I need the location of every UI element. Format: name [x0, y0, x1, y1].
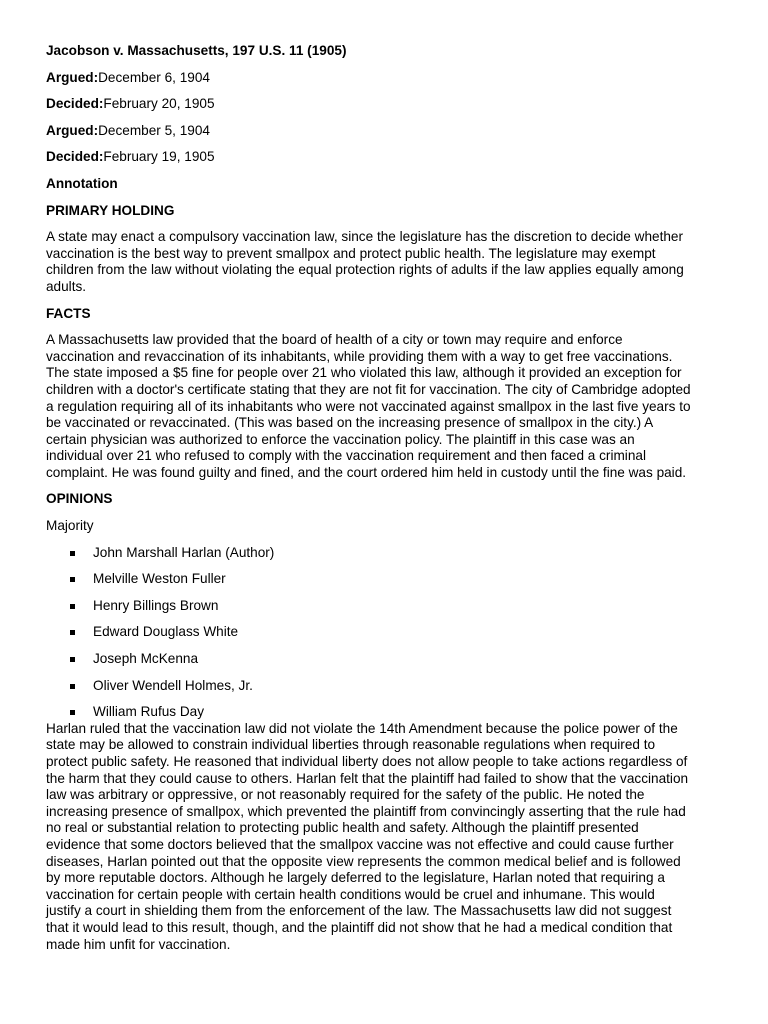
text-line: be vaccinated or revaccinated. (This was based on the increasing presence of smallpox in the city.) A — [46, 415, 654, 431]
text-line: adults. — [46, 278, 87, 294]
date-value: December 6, 1904 — [98, 69, 210, 85]
text-line: Harlan ruled that the vaccination law did not violate the 14th Amendment because the police power of the — [46, 720, 678, 736]
text-line: the harm that they could cause to others. Harlan felt that the plaintiff had failed to show that the vaccination — [46, 770, 689, 786]
justice-name: Henry Billings Brown — [93, 597, 219, 613]
square-bullet-icon — [70, 710, 75, 715]
date-value: February 20, 1905 — [103, 96, 215, 112]
list-item — [46, 704, 722, 721]
justice-name: William Rufus Day — [93, 704, 205, 720]
list-item — [46, 545, 722, 562]
date-argued-1 — [46, 70, 722, 87]
opinions-heading: OPINIONS — [46, 491, 113, 507]
text-line: evidence that some doctors believed that the smallpox vaccine was not effective and could cause further — [46, 836, 674, 852]
facts-paragraph — [46, 332, 722, 481]
square-bullet-icon — [70, 551, 75, 556]
text-line: individual over 21 who refused to comply with the vaccination requirement and then faced a criminal — [46, 448, 646, 464]
text-line: law was arbitrary or oppressive, or not reasonably required for the safety of the public. He noted the — [46, 787, 645, 803]
text-line: state may be allowed to constrain individual liberties through reasonable regulations when required to — [46, 737, 656, 753]
justice-name: Joseph McKenna — [93, 651, 199, 667]
case-title: Jacobson v. Massachusetts, 197 U.S. 11 (1905) — [46, 43, 347, 58]
list-item — [46, 571, 722, 588]
date-label: Decided: — [46, 96, 104, 112]
majority-label: Majority — [46, 518, 94, 534]
text-line: a regulation requiring all of its inhabitants who were not vaccinated against smallpox in the last five years to — [46, 398, 691, 414]
date-label: Decided: — [46, 149, 104, 165]
square-bullet-icon — [70, 684, 75, 689]
date-argued-2 — [46, 123, 722, 140]
date-label: Argued: — [46, 122, 99, 138]
text-line: that it would lead to this result, though, and the plaintiff did not show that he had a medical condition that — [46, 919, 673, 935]
justice-name: Edward Douglass White — [93, 624, 239, 640]
text-line: A state may enact a compulsory vaccination law, since the legislature has the discretion to decide whether — [46, 229, 683, 245]
text-line: justify a court in shielding them from the enforcement of the law. The Massachusetts law did not suggest — [46, 903, 672, 919]
majority-opinion-paragraph — [46, 721, 722, 953]
square-bullet-icon — [70, 630, 75, 635]
text-line: A Massachusetts law provided that the board of health of a city or town may require and enforce — [46, 332, 623, 348]
text-line: diseases, Harlan pointed out that the opposite view represents the common medical belief and is followed — [46, 853, 681, 869]
square-bullet-icon — [70, 577, 75, 582]
text-line: children from the law without violating the equal protection rights of adults if the law applies equally among — [46, 262, 684, 278]
text-line: vaccination and revaccination of its inhabitants, while providing them with a way to get free vaccinations. — [46, 348, 673, 364]
facts-heading: FACTS — [46, 305, 91, 321]
list-item — [46, 598, 722, 615]
annotation-label: Annotation — [46, 175, 118, 191]
text-line: protect public safety. He reasoned that individual liberty does not allow people to take actions regardless of — [46, 754, 688, 769]
text-line: certain physician was authorized to enforce the vaccination policy. The plaintiff in this case was an — [46, 431, 635, 447]
date-decided-1 — [46, 96, 722, 113]
text-line: increasing presence of smallpox, which prevented the plaintiff from convincingly asserting that the rule had — [46, 803, 686, 819]
date-label: Argued: — [46, 69, 99, 85]
date-decided-2 — [46, 149, 722, 166]
square-bullet-icon — [70, 604, 75, 609]
primary-holding-heading: PRIMARY HOLDING — [46, 202, 175, 218]
date-value: February 19, 1905 — [103, 149, 215, 165]
date-value: December 5, 1904 — [98, 122, 210, 138]
square-bullet-icon — [70, 657, 75, 662]
list-item — [46, 651, 722, 668]
text-line: The state imposed a $5 fine for people over 21 who violated this law, although it provided an exception for — [46, 365, 682, 381]
text-line: vaccination is the best way to prevent smallpox and protect public health. The legislature may exempt — [46, 245, 656, 261]
text-line: no real or substantial relation to protecting public health and safety. Although the plaintiff presented — [46, 820, 639, 836]
text-line: made him unfit for vaccination. — [46, 936, 231, 952]
text-line: children with a doctor's certificate stating that they are not fit for vaccination. The city of Cambridge adopted — [46, 381, 691, 397]
list-item — [46, 624, 722, 641]
justice-name: Melville Weston Fuller — [93, 571, 226, 587]
primary-holding-paragraph — [46, 229, 722, 295]
text-line: vaccination for certain people with certain health conditions would be cruel and inhumane. This would — [46, 886, 655, 902]
text-line: by more reputable doctors. Although he largely deferred to the legislature, Harlan noted that requiring a — [46, 870, 665, 886]
justice-name: Oliver Wendell Holmes, Jr. — [93, 677, 253, 693]
list-item — [46, 678, 722, 695]
justices-list — [46, 545, 722, 721]
justice-name: John Marshall Harlan (Author) — [93, 544, 275, 560]
text-line: complaint. He was found guilty and fined, and the court ordered him held in custody until the fine was paid. — [46, 464, 687, 480]
